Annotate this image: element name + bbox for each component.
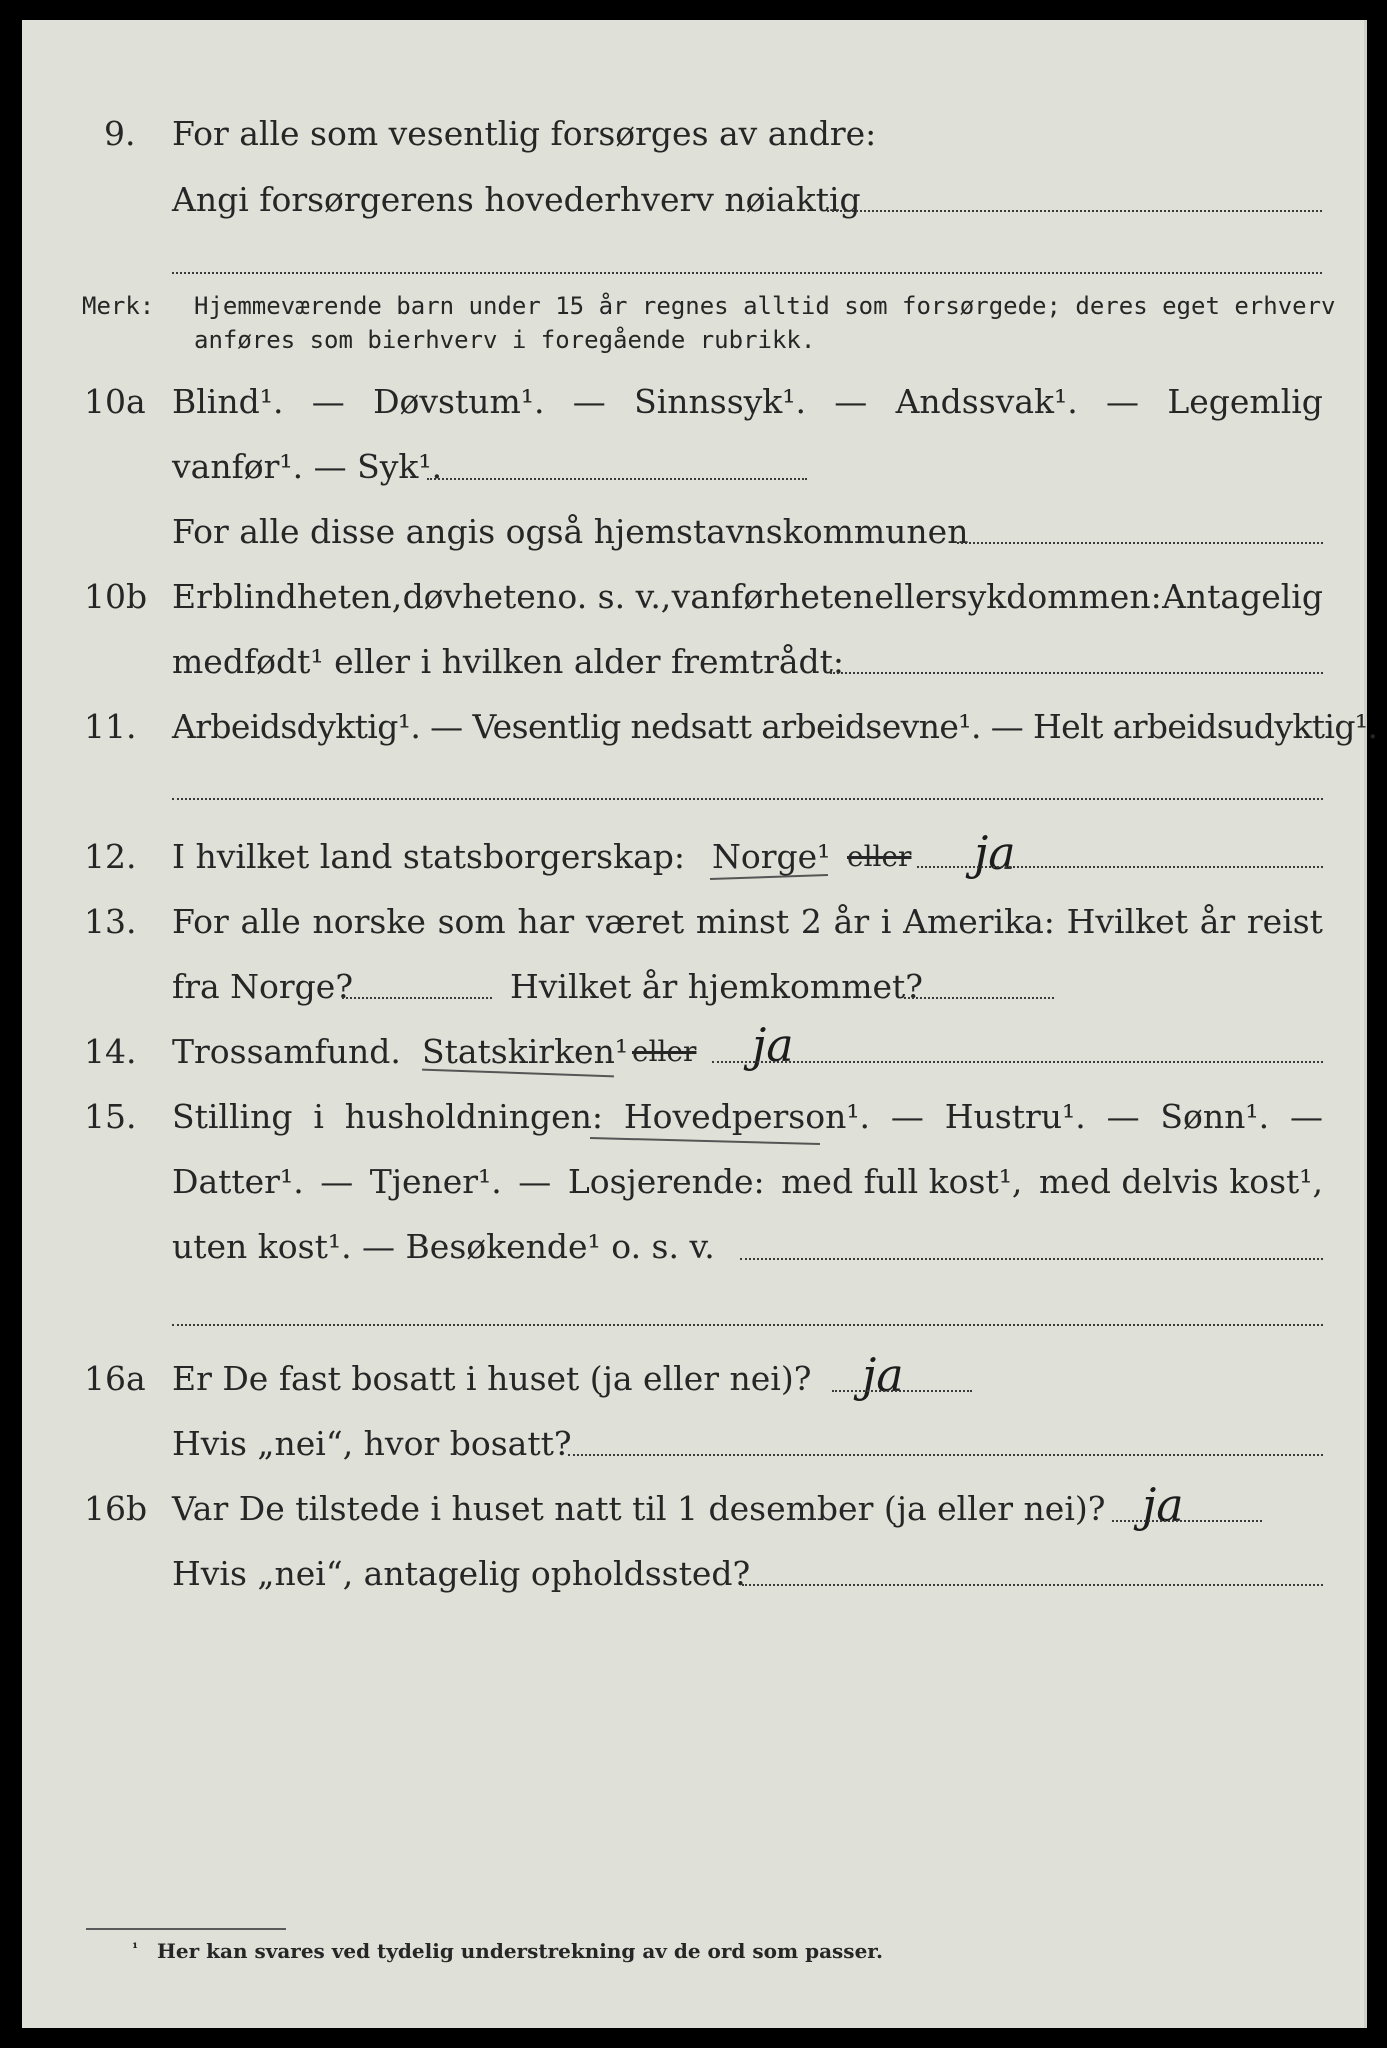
q13-hjemkommet-prompt: Hvilket år hjemkommet? xyxy=(510,967,923,1006)
q15-word: husholdningen: xyxy=(344,1097,604,1136)
q13-word: været xyxy=(585,902,685,941)
q10a-hjemstavn-line[interactable] xyxy=(957,542,1323,544)
q12-handwritten-answer: ja xyxy=(974,826,1016,880)
q13-word: reist xyxy=(1246,902,1323,941)
q15-word: Stilling xyxy=(172,1097,293,1136)
q10a-number: 10a xyxy=(84,382,146,421)
q13-word: Hvilket xyxy=(1066,902,1188,941)
q15-line2 xyxy=(22,1160,1364,1204)
q9-answer-line[interactable] xyxy=(827,210,1322,212)
q13-question xyxy=(172,900,1323,944)
q10b-word: eller xyxy=(874,577,951,616)
q15-word: — xyxy=(890,1097,924,1136)
q10a-word: Sinnssyk¹. xyxy=(634,382,806,421)
q10b-word: Antagelig xyxy=(1162,577,1323,616)
q15-word: Hovedperson¹. xyxy=(623,1097,871,1136)
q15-word: — xyxy=(518,1162,552,1201)
q13-line1 xyxy=(22,900,1364,944)
q10a-options-2: vanfør¹. — Syk¹. xyxy=(172,447,443,486)
q16a-handwritten-answer: ja xyxy=(862,1348,904,1402)
q10b-word: Er xyxy=(172,577,212,616)
q15-word: — xyxy=(320,1162,354,1201)
q15-line3 xyxy=(22,1225,1364,1269)
q10a-line3 xyxy=(22,510,1364,554)
q13-word: Amerika: xyxy=(903,902,1055,941)
q10a-line1 xyxy=(22,380,1364,424)
q15-word: — xyxy=(1289,1097,1323,1136)
q16a-line1 xyxy=(22,1357,1364,1401)
q15-word: Sønn¹. xyxy=(1160,1097,1270,1136)
q15-options-3: uten kost¹. — Besøkende¹ o. s. v. xyxy=(172,1227,715,1266)
q16a-number: 16a xyxy=(84,1359,146,1398)
q15-word: Losjerende: xyxy=(567,1162,765,1201)
q10a-hjemstavn-prompt: For alle disse angis også hjemstavnskommunen xyxy=(172,512,969,551)
q13-reist-line[interactable] xyxy=(342,997,492,999)
q16b-opholdssted-line[interactable] xyxy=(742,1584,1323,1586)
footnote-rule xyxy=(86,1928,286,1930)
q13-word: minst xyxy=(695,902,790,941)
q15-word: — xyxy=(1106,1097,1140,1136)
q13-number: 13. xyxy=(84,902,137,941)
merk-label: Merk: xyxy=(82,292,155,320)
q16b-number: 16b xyxy=(84,1489,148,1528)
q16b-question: Var De tilstede i huset natt til 1 desember (ja eller nei)? xyxy=(172,1489,1106,1528)
q10a-word: — xyxy=(1106,382,1140,421)
q13-line2 xyxy=(22,965,1364,1009)
q16a-line2 xyxy=(22,1422,1364,1466)
q10a-word: Blind¹. xyxy=(172,382,284,421)
q10a-line2 xyxy=(22,445,1364,489)
footnote-text: Her kan svares ved tydelig understrekning av de ord som passer. xyxy=(157,1939,883,1963)
q15-answer-line[interactable] xyxy=(740,1258,1323,1260)
q13-word: har xyxy=(517,902,575,941)
q9-text: For alle som vesentlig forsørges av andre: xyxy=(172,114,877,153)
q9-line2 xyxy=(22,178,1364,222)
merk-text-1: Hjemmeværende barn under 15 år regnes alltid som forsørgede; deres eget erhverv xyxy=(194,292,1336,320)
q13-word: år xyxy=(1199,902,1236,941)
q10b-word: blindheten, xyxy=(212,577,403,616)
q9-line1 xyxy=(22,112,1364,156)
q10b-word: sykdommen: xyxy=(950,577,1162,616)
q15-number: 15. xyxy=(84,1097,137,1136)
q11-line1 xyxy=(22,705,1378,749)
q11-options: Arbeidsdyktig¹. — Vesentlig nedsatt arbeidsevne¹. — Helt arbeidsudyktig¹. xyxy=(172,707,1378,746)
q14-number: 14. xyxy=(84,1032,137,1071)
q15-word: med delvis kost¹, xyxy=(1038,1162,1323,1201)
q13-word: som xyxy=(437,902,506,941)
q12-text: I hvilket land statsborgerskap: xyxy=(172,837,686,876)
q15-options xyxy=(172,1095,1323,1139)
q15-answer-line-2[interactable] xyxy=(172,1324,1323,1326)
q15-word: Hustru¹. xyxy=(944,1097,1086,1136)
q16a-bosatt-line[interactable] xyxy=(568,1454,1323,1456)
q10b-answer-line[interactable] xyxy=(830,672,1323,674)
q14-option-statskirken[interactable]: Statskirken¹ xyxy=(422,1032,629,1071)
form-sheet xyxy=(22,20,1378,2028)
q10a-word: Andssvak¹. xyxy=(895,382,1078,421)
q9-prompt: Angi forsørgerens hovederhverv nøiaktig xyxy=(172,180,861,219)
q10a-word: — xyxy=(311,382,345,421)
q10a-options xyxy=(172,380,1323,424)
q13-word: For xyxy=(172,902,229,941)
q10b-word: døvheten xyxy=(402,577,558,616)
q9-answer-line-2[interactable] xyxy=(172,272,1322,274)
q15-word: med full kost¹, xyxy=(781,1162,1023,1201)
q10b-word: o. s. v., xyxy=(557,577,672,616)
q11-number: 11. xyxy=(84,707,137,746)
q10b-number: 10b xyxy=(84,577,148,616)
q10b-word: vanførheten xyxy=(671,577,874,616)
q9-number: 9. xyxy=(104,114,136,153)
q15-word: Tjener¹. xyxy=(369,1162,502,1201)
q16b-line2 xyxy=(22,1552,1364,1596)
q13-reist-prompt: fra Norge? xyxy=(172,967,354,1006)
q16b-answer-line[interactable] xyxy=(1112,1520,1262,1522)
q10a-word: — xyxy=(572,382,606,421)
merk-text-2: anføres som bierhverv i foregående rubrikk. xyxy=(194,326,816,354)
q13-hjemkommet-line[interactable] xyxy=(904,997,1054,999)
q13-word: norske xyxy=(312,902,426,941)
q16a-answer-line[interactable] xyxy=(832,1390,972,1392)
q12-struck-eller: eller xyxy=(847,840,912,873)
q10a-answer-line[interactable] xyxy=(427,478,807,480)
q12-answer-line[interactable] xyxy=(917,866,1323,868)
q10a-word: — xyxy=(834,382,868,421)
footnote-mark: ¹ xyxy=(132,1941,139,1957)
q11-answer-line[interactable] xyxy=(172,798,1323,800)
q15-options-2 xyxy=(172,1160,1323,1204)
q10b-line1 xyxy=(22,575,1364,619)
q10a-word: Legemlig xyxy=(1167,382,1323,421)
q16b-opholdssted-prompt: Hvis „nei“, antagelig opholdssted? xyxy=(172,1554,751,1593)
q16b-handwritten-answer: ja xyxy=(1142,1478,1184,1532)
q12-line xyxy=(22,835,1364,879)
q14-answer-line[interactable] xyxy=(712,1061,1323,1063)
q13-word: år xyxy=(833,902,870,941)
q10b-prompt: medfødt¹ eller i hvilken alder fremtrådt: xyxy=(172,642,845,681)
q14-line xyxy=(22,1030,1364,1074)
q16a-bosatt-prompt: Hvis „nei“, hvor bosatt? xyxy=(172,1424,572,1463)
q14-text: Trossamfund. xyxy=(172,1032,401,1071)
q10b-line2 xyxy=(22,640,1364,684)
q13-word: 2 xyxy=(800,902,822,941)
q13-word: alle xyxy=(240,902,301,941)
q15-word: i xyxy=(313,1097,324,1136)
q15-line1 xyxy=(22,1095,1364,1139)
q14-handwritten-answer: ja xyxy=(752,1018,794,1072)
q10b-question xyxy=(172,575,1323,619)
q10a-word: Døvstum¹. xyxy=(373,382,545,421)
q13-word: i xyxy=(880,902,892,941)
q12-number: 12. xyxy=(84,837,137,876)
q14-struck-eller: eller xyxy=(632,1035,697,1068)
q16a-question: Er De fast bosatt i huset (ja eller nei)? xyxy=(172,1359,812,1398)
q12-option-norge[interactable]: Norge¹ xyxy=(712,837,831,876)
q15-word: Datter¹. xyxy=(172,1162,304,1201)
